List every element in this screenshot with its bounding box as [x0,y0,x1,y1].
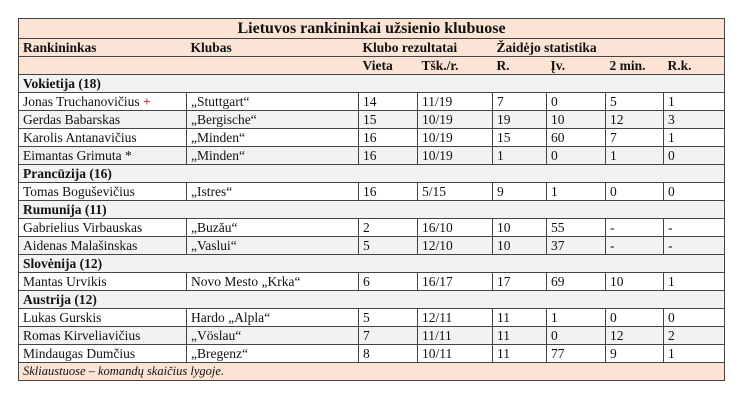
table-row [19,183,725,201]
table-row [19,129,725,147]
players-table [18,18,725,381]
cell-club: „Minden“ [187,147,359,165]
cell-iv: 0 [547,147,606,165]
cell-club: „Istres“ [187,183,359,201]
cell-points: 10/19 [418,129,493,147]
cell-r: 15 [493,129,547,147]
cell-player [19,219,187,237]
cell-place: 2 [359,219,418,237]
cell-player [19,111,187,129]
cell-points: 10/19 [418,147,493,165]
player-name: Lukas Gurskis [23,310,102,325]
cell-r: 9 [493,183,547,201]
cell-min2: 1 [606,147,664,165]
cell-min2: 7 [606,129,664,147]
table-row [19,237,725,255]
cell-place: 16 [359,129,418,147]
cell-player [19,273,187,291]
cell-place: 8 [359,345,418,363]
group-name: Austrija (12) [19,291,725,309]
header-club-results: Klubo rezultatai [359,39,493,57]
cell-r: 11 [493,309,547,327]
cell-club: „Bregenz“ [187,345,359,363]
header-iv: Įv. [547,57,606,75]
group-name: Vokietija (18) [19,75,725,93]
cell-player [19,309,187,327]
player-name: Mantas Urvikis [23,274,107,289]
group-row [19,201,725,219]
group-row [19,75,725,93]
table-row [19,273,725,291]
cell-club: „Vaslui“ [187,237,359,255]
cell-player [19,237,187,255]
cell-points: 10/19 [418,111,493,129]
player-name: Gerdas Babarskas [23,112,121,127]
cell-iv: 69 [547,273,606,291]
player-name: Aidenas Malašinskas [23,238,138,253]
cell-points: 16/17 [418,273,493,291]
cell-rk: 0 [664,147,725,165]
player-name: Tomas Boguševičius [23,184,135,199]
cell-min2: 12 [606,111,664,129]
group-row [19,165,725,183]
cell-min2: - [606,237,664,255]
cell-rk: 1 [664,93,725,111]
header-club: Klubas [187,39,359,57]
cell-r: 19 [493,111,547,129]
cell-iv: 60 [547,129,606,147]
cell-place: 6 [359,273,418,291]
cell-min2: 0 [606,309,664,327]
table-row [19,111,725,129]
cell-iv: 1 [547,309,606,327]
cell-place: 15 [359,111,418,129]
cell-place: 7 [359,327,418,345]
cell-rk: 1 [664,273,725,291]
cell-player [19,147,187,165]
cell-player [19,129,187,147]
header-row-1 [19,39,725,57]
group-name: Slovėnija (12) [19,255,725,273]
cell-r: 11 [493,345,547,363]
cell-min2: 10 [606,273,664,291]
header-points: Tšk./r. [418,57,493,75]
cell-place: 14 [359,93,418,111]
cell-club: „Vöslau“ [187,327,359,345]
cell-r: 1 [493,147,547,165]
table-title: Lietuvos rankininkai užsienio klubuose [19,19,725,39]
cell-rk: 1 [664,345,725,363]
cell-place: 16 [359,147,418,165]
cell-iv: 1 [547,183,606,201]
header-empty-2 [187,57,359,75]
cell-points: 5/15 [418,183,493,201]
cell-iv: 77 [547,345,606,363]
player-name: Eimantas Grimuta * [23,148,132,163]
cell-rk: - [664,219,725,237]
cell-iv: 0 [547,93,606,111]
player-name: Jonas Truchanovičius [23,94,140,109]
note-row [19,363,725,381]
cell-rk: - [664,237,725,255]
cell-rk: 1 [664,129,725,147]
cell-iv: 10 [547,111,606,129]
cell-r: 7 [493,93,547,111]
header-player: Rankininkas [19,39,187,57]
cell-r: 11 [493,327,547,345]
group-name: Prancūzija (16) [19,165,725,183]
cell-min2: 5 [606,93,664,111]
cell-player [19,183,187,201]
table-row [19,309,725,327]
header-r: R. [493,57,547,75]
cell-iv: 55 [547,219,606,237]
cell-player [19,93,187,111]
player-name: Karolis Antanavičius [23,130,137,145]
player-name: Mindaugas Dumčius [23,346,136,361]
cell-min2: 9 [606,345,664,363]
cell-min2: 0 [606,183,664,201]
group-row [19,255,725,273]
cell-club: Novo Mesto „Krka“ [187,273,359,291]
plus-mark: + [143,94,151,109]
cell-min2: 12 [606,327,664,345]
cell-points: 10/11 [418,345,493,363]
cell-iv: 37 [547,237,606,255]
cell-iv: 0 [547,327,606,345]
cell-player [19,345,187,363]
cell-place: 5 [359,309,418,327]
table-row [19,327,725,345]
cell-points: 12/10 [418,237,493,255]
cell-points: 16/10 [418,219,493,237]
header-rk: R.k. [664,57,725,75]
table-row [19,345,725,363]
header-player-stats: Žaidėjo statistika [493,39,725,57]
table-row [19,219,725,237]
cell-points: 12/11 [418,309,493,327]
cell-club: „Buzău“ [187,219,359,237]
header-place: Vieta [359,57,418,75]
table-row [19,93,725,111]
cell-rk: 0 [664,309,725,327]
header-row-2 [19,57,725,75]
footnote: Skliaustuose – komandų skaičius lygoje. [19,363,725,381]
table-row [19,147,725,165]
cell-r: 10 [493,219,547,237]
header-empty-1 [19,57,187,75]
group-name: Rumunija (11) [19,201,725,219]
cell-place: 16 [359,183,418,201]
cell-club: Hardo „Alpla“ [187,309,359,327]
cell-rk: 0 [664,183,725,201]
player-name: Romas Kirveliavičius [23,328,141,343]
cell-place: 5 [359,237,418,255]
cell-club: „Minden“ [187,129,359,147]
player-name: Gabrielius Virbauskas [23,220,143,235]
cell-rk: 3 [664,111,725,129]
cell-points: 11/19 [418,93,493,111]
group-row [19,291,725,309]
cell-points: 11/11 [418,327,493,345]
cell-player [19,327,187,345]
header-2min: 2 min. [606,57,664,75]
title-row [19,19,725,39]
cell-club: „Bergische“ [187,111,359,129]
cell-min2: - [606,219,664,237]
cell-r: 17 [493,273,547,291]
cell-rk: 2 [664,327,725,345]
cell-r: 10 [493,237,547,255]
cell-club: „Stuttgart“ [187,93,359,111]
